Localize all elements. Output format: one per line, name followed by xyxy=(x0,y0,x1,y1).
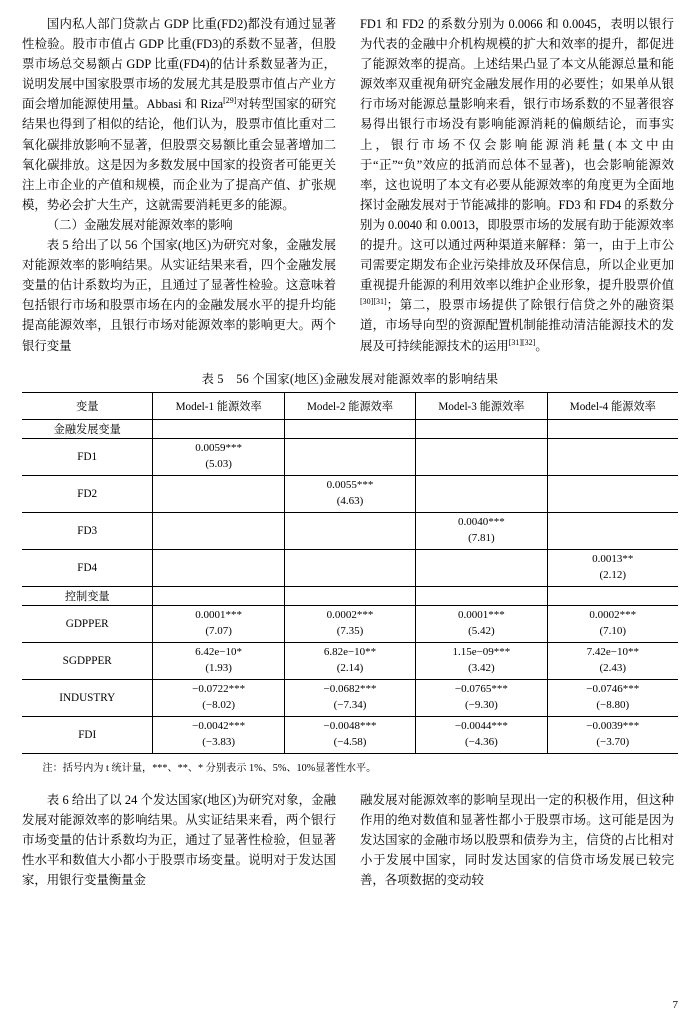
table-cell xyxy=(284,419,415,438)
t-statistic-value: (−3.83) xyxy=(202,735,235,748)
coefficient-value: 7.42e−10** xyxy=(586,645,639,658)
table-cell xyxy=(284,438,415,475)
t-statistic-value: (−8.02) xyxy=(202,698,235,711)
table-cell xyxy=(284,716,415,753)
table-cell xyxy=(153,549,284,586)
t-statistic-value: (−4.58) xyxy=(333,735,367,748)
bottom-right-column xyxy=(360,790,674,890)
table-cell xyxy=(547,512,678,549)
paragraph-body: 表 6 给出了以 24 个发达国家(地区)为研究对象，金融发展对能源效率的影响结果。从实证结果来看，两个银行市场变量的估计系数均为正，通过了显著性检验，但显著性水平和数值大小都小于股票市场变量。说明对于发达国家，用银行变量衡量金 xyxy=(22,792,336,888)
table-row xyxy=(22,586,678,605)
table-cell xyxy=(153,512,284,549)
t-statistic-value: (−4.36) xyxy=(464,735,498,748)
table-cell xyxy=(153,679,284,716)
t-statistic-value: (5.03) xyxy=(205,457,232,470)
table-cell xyxy=(153,642,284,679)
coefficient-value: 0.0002*** xyxy=(589,608,637,621)
table-cell xyxy=(284,605,415,642)
table-cell xyxy=(153,605,284,642)
t-statistic-value: (7.81) xyxy=(468,531,495,544)
table-cell xyxy=(416,549,547,586)
coefficient-value: −0.0048*** xyxy=(323,719,377,732)
table-row xyxy=(22,716,678,753)
paragraph-body: 国内私人部门贷款占 GDP 比重(FD2)都没有通过显著性检验。股市市值占 GDP 比重(FD3)的系数不显著，但股票市场总交易额占 GDP 比重(FD4)的估计系数显著为正，说明发展中国家股票市场的发展尤其是股票市值占产业方面会增加能源使用量。Abbasi 和 Riza[29]对转型国家的研究结果也得到了相似的结论，他们认为，股票市值比重对二氧化碳排放影响不显著，但股票交易额比重会显著增加二氧化碳排放。这是因为多数发展中国家的投资者可能更关注上市企业的产值和规模，而企业为了提高产值、扩张规模，势必会扩大生产，这就需要消耗更多的能源。 xyxy=(22,17,337,212)
coefficient-value: −0.0044*** xyxy=(454,719,508,732)
coefficient-value: −0.0039*** xyxy=(586,719,640,732)
table-cell xyxy=(284,679,415,716)
table-cell xyxy=(416,512,547,549)
t-statistic-value: (7.07) xyxy=(205,624,232,637)
table-header-row xyxy=(22,392,678,419)
row-label: FD1 xyxy=(22,438,153,475)
coefficient-value: 0.0002*** xyxy=(326,608,374,621)
table-row xyxy=(22,605,678,642)
coefficient-value: 0.0001*** xyxy=(195,608,242,621)
t-statistic-value: (1.93) xyxy=(205,661,232,674)
results-table xyxy=(22,392,678,754)
bottom-two-column-text xyxy=(22,790,678,890)
table-row xyxy=(22,679,678,716)
coefficient-value: −0.0765*** xyxy=(454,682,508,695)
row-label: FD3 xyxy=(22,512,153,549)
paragraph-body: FD1 和 FD2 的系数分别为 0.0066 和 0.0045，表明以银行为代表的金融中介机构规模的扩大和效率的提升，都促进了能源效率的提高。上述结果凸显了本文从能源总量和能源效率双重视角研究金融发展作用的必要性；如果单从银行市场对能源总量影响来看，银行市场系数的不显著很容易得出银行市场没有影响能源消耗的偏颇结论，而事实上，银行市场不仅会影响能源消耗量(本文中由于“正”“负”效应的抵消而总体不显著)，也会影响能源效率，这也说明了本文有必要从能源效率的角度更为全面地探讨金融发展对于节能减排的影响。FD3 和 FD4 的系数分别为 0.0040 和 0.0013，即股票市场的发展有助于能源效率的提升。这可以通过两种渠道来解释：第一，由于上市公司需要定期发布企业污染排放及环保信息，所以企业更加重视提升能源的利用效率以维护企业形象，提升股票价值[30][31]；第二，股票市场提供了除银行信贷之外的融资渠道，市场导向型的资源配置机制能推动清洁能源技术的发展及可持续能源技术的运用[31][32]。 xyxy=(360,17,674,353)
coefficient-value: 0.0055*** xyxy=(326,478,374,491)
top-left-column xyxy=(22,14,336,356)
table-row xyxy=(22,438,678,475)
table-row xyxy=(22,419,678,438)
t-statistic-value: (−9.30) xyxy=(464,698,498,711)
top-right-column xyxy=(360,14,674,356)
table-cell xyxy=(416,679,547,716)
table-note: 注：括号内为 t 统计量，***、**、* 分别表示 1%、5%、10%显著性水平。 xyxy=(42,762,377,774)
table-cell xyxy=(547,438,678,475)
column-header-variable: 变量 xyxy=(22,392,153,419)
row-label: 金融发展变量 xyxy=(22,419,153,438)
coefficient-value: 0.0013** xyxy=(592,552,634,565)
table-header xyxy=(22,392,678,419)
table-cell xyxy=(284,512,415,549)
t-statistic-value: (7.10) xyxy=(599,624,627,637)
t-statistic-value: (5.42) xyxy=(468,624,495,637)
row-label: FD4 xyxy=(22,549,153,586)
table-cell xyxy=(547,642,678,679)
coefficient-value: 6.82e−10** xyxy=(323,645,377,658)
table-cell xyxy=(153,438,284,475)
table-cell xyxy=(416,438,547,475)
table-cell xyxy=(416,586,547,605)
table-cell xyxy=(547,419,678,438)
t-statistic-value: (3.42) xyxy=(468,661,495,674)
column-header-model2: Model-2 能源效率 xyxy=(284,392,415,419)
row-label: SGDPPER xyxy=(22,642,153,679)
row-label: 控制变量 xyxy=(22,586,153,605)
coefficient-value: 1.15e−09*** xyxy=(452,645,511,658)
table-cell xyxy=(547,716,678,753)
coefficient-value: 0.0040*** xyxy=(458,515,505,528)
t-statistic-value: (2.12) xyxy=(599,568,627,581)
table-cell xyxy=(547,679,678,716)
table-cell xyxy=(153,716,284,753)
coefficient-value: 0.0001*** xyxy=(458,608,505,621)
table-cell xyxy=(284,475,415,512)
table-row xyxy=(22,549,678,586)
row-label: FDI xyxy=(22,716,153,753)
t-statistic-value: (7.35) xyxy=(336,624,364,637)
table-cell xyxy=(153,475,284,512)
row-label: INDUSTRY xyxy=(22,679,153,716)
table-cell xyxy=(547,605,678,642)
table-cell xyxy=(416,716,547,753)
column-header-model3: Model-3 能源效率 xyxy=(416,392,547,419)
table-caption: 表 5 56 个国家(地区)金融发展对能源效率的影响结果 xyxy=(201,371,499,386)
table-cell xyxy=(153,586,284,605)
paragraph-body: 融发展对能源效率的影响呈现出一定的积极作用，但这种作用的绝对数值和显著性都小于股票市场。这可能是因为发达国家的金融市场以股票和债券为主，信贷的占比相对小于发展中国家，同时发达国家的信贷市场发展已较完善，各项数据的变动较 xyxy=(360,792,674,888)
coefficient-value: −0.0682*** xyxy=(323,682,377,695)
coefficient-value: −0.0746*** xyxy=(586,682,640,695)
t-statistic-value: (2.14) xyxy=(336,661,364,674)
table-row xyxy=(22,475,678,512)
table-cell xyxy=(416,419,547,438)
section-subheading: （二）金融发展对能源效率的影响 xyxy=(46,217,233,232)
table-cell xyxy=(416,642,547,679)
t-statistic-value: (−3.70) xyxy=(596,735,630,748)
column-header-model4: Model-4 能源效率 xyxy=(547,392,678,419)
table-row xyxy=(22,512,678,549)
table-cell xyxy=(416,605,547,642)
paragraph-body: 表 5 给出了以 56 个国家(地区)为研究对象，金融发展对能源效率的影响结果。从实证结果来看，四个金融发展变量的估计系数均为正，且通过了显著性检验。这意味着包括银行市场和股票市场在内的金融发展水平的提升均能提高能源效率，且银行市场对能源效率的影响更大。两个银行变量 xyxy=(22,238,336,353)
table-body xyxy=(22,419,678,753)
coefficient-value: 0.0059*** xyxy=(195,441,242,454)
coefficient-value: −0.0722*** xyxy=(192,682,246,695)
t-statistic-value: (2.43) xyxy=(599,661,627,674)
page-number: 7 xyxy=(672,999,678,1011)
t-statistic-value: (−7.34) xyxy=(333,698,367,711)
table-cell xyxy=(416,475,547,512)
coefficient-value: 6.42e−10* xyxy=(195,645,243,658)
table-cell xyxy=(284,586,415,605)
bottom-left-column xyxy=(22,790,336,890)
table-cell xyxy=(547,586,678,605)
table-cell xyxy=(153,419,284,438)
table-cell xyxy=(547,549,678,586)
t-statistic-value: (−8.80) xyxy=(596,698,630,711)
coefficient-value: −0.0042*** xyxy=(192,719,246,732)
column-header-model1: Model-1 能源效率 xyxy=(153,392,284,419)
row-label: GDPPER xyxy=(22,605,153,642)
t-statistic-value: (4.63) xyxy=(336,494,364,507)
row-label: FD2 xyxy=(22,475,153,512)
table-row xyxy=(22,642,678,679)
table-cell xyxy=(547,475,678,512)
table-cell xyxy=(284,549,415,586)
top-two-column-text xyxy=(22,14,678,356)
table-cell xyxy=(284,642,415,679)
